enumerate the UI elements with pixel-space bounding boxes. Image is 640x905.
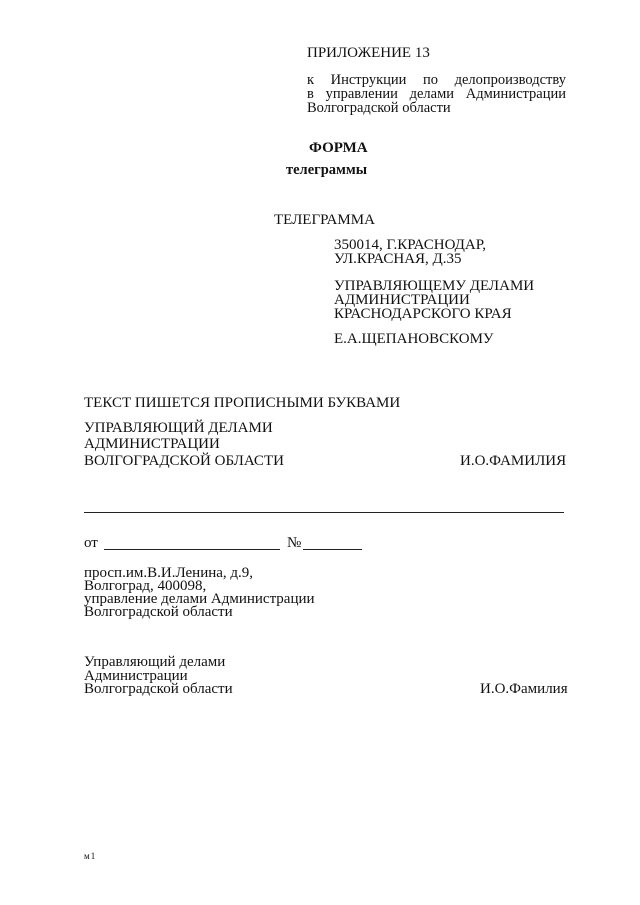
text-note: ТЕКСТ ПИШЕТСЯ ПРОПИСНЫМИ БУКВАМИ — [84, 395, 401, 411]
footer-position-line-3: Волгоградской области — [84, 681, 233, 697]
footer-signature-name: И.О.Фамилия — [480, 681, 568, 697]
sender-position-line-3: ВОЛГОГРАДСКОЙ ОБЛАСТИ — [84, 453, 284, 469]
footer-position-line-1: Управляющий делами — [84, 654, 226, 670]
separator-line — [84, 512, 564, 513]
telegram-recipient-name: Е.А.ЩЕПАНОВСКОМУ — [334, 331, 494, 347]
telegram-recipient-line-1: УПРАВЛЯЮЩЕМУ ДЕЛАМИ — [334, 278, 535, 294]
appendix-title: ПРИЛОЖЕНИЕ 13 — [307, 45, 430, 61]
number-label: № — [287, 535, 302, 551]
form-title: ФОРМА — [309, 140, 368, 156]
sender-address-line-3: управление делами Администрации — [84, 591, 315, 607]
appendix-line-1: к Инструкции по делопроизводству — [307, 72, 566, 88]
footer-position-line-2: Администрации — [84, 668, 188, 684]
sender-position-line-1: УПРАВЛЯЮЩИЙ ДЕЛАМИ — [84, 420, 273, 436]
appendix-line-2: в управлении делами Администрации — [307, 86, 566, 102]
page-mark: м1 — [84, 851, 97, 861]
sender-position-line-2: АДМИНИСТРАЦИИ — [84, 436, 220, 452]
telegram-address-line-2: УЛ.КРАСНАЯ, Д.35 — [334, 251, 462, 267]
telegram-address-line-1: 350014, Г.КРАСНОДАР, — [334, 237, 486, 253]
telegram-label: ТЕЛЕГРАММА — [274, 212, 375, 228]
appendix-line-3: Волгоградской области — [307, 100, 451, 116]
sender-address-line-4: Волгоградской области — [84, 604, 233, 620]
date-underline — [104, 549, 280, 550]
telegram-recipient-line-2: АДМИНИСТРАЦИИ — [334, 292, 470, 308]
sender-address-line-2: Волгоград, 400098, — [84, 578, 207, 594]
telegram-recipient-line-3: КРАСНОДАРСКОГО КРАЯ — [334, 306, 512, 322]
sender-signature: И.О.ФАМИЛИЯ — [460, 453, 567, 469]
number-underline — [303, 549, 362, 550]
from-label: от — [84, 535, 98, 551]
sender-address-line-1: просп.им.В.И.Ленина, д.9, — [84, 565, 254, 581]
form-subtitle: телеграммы — [286, 162, 368, 178]
